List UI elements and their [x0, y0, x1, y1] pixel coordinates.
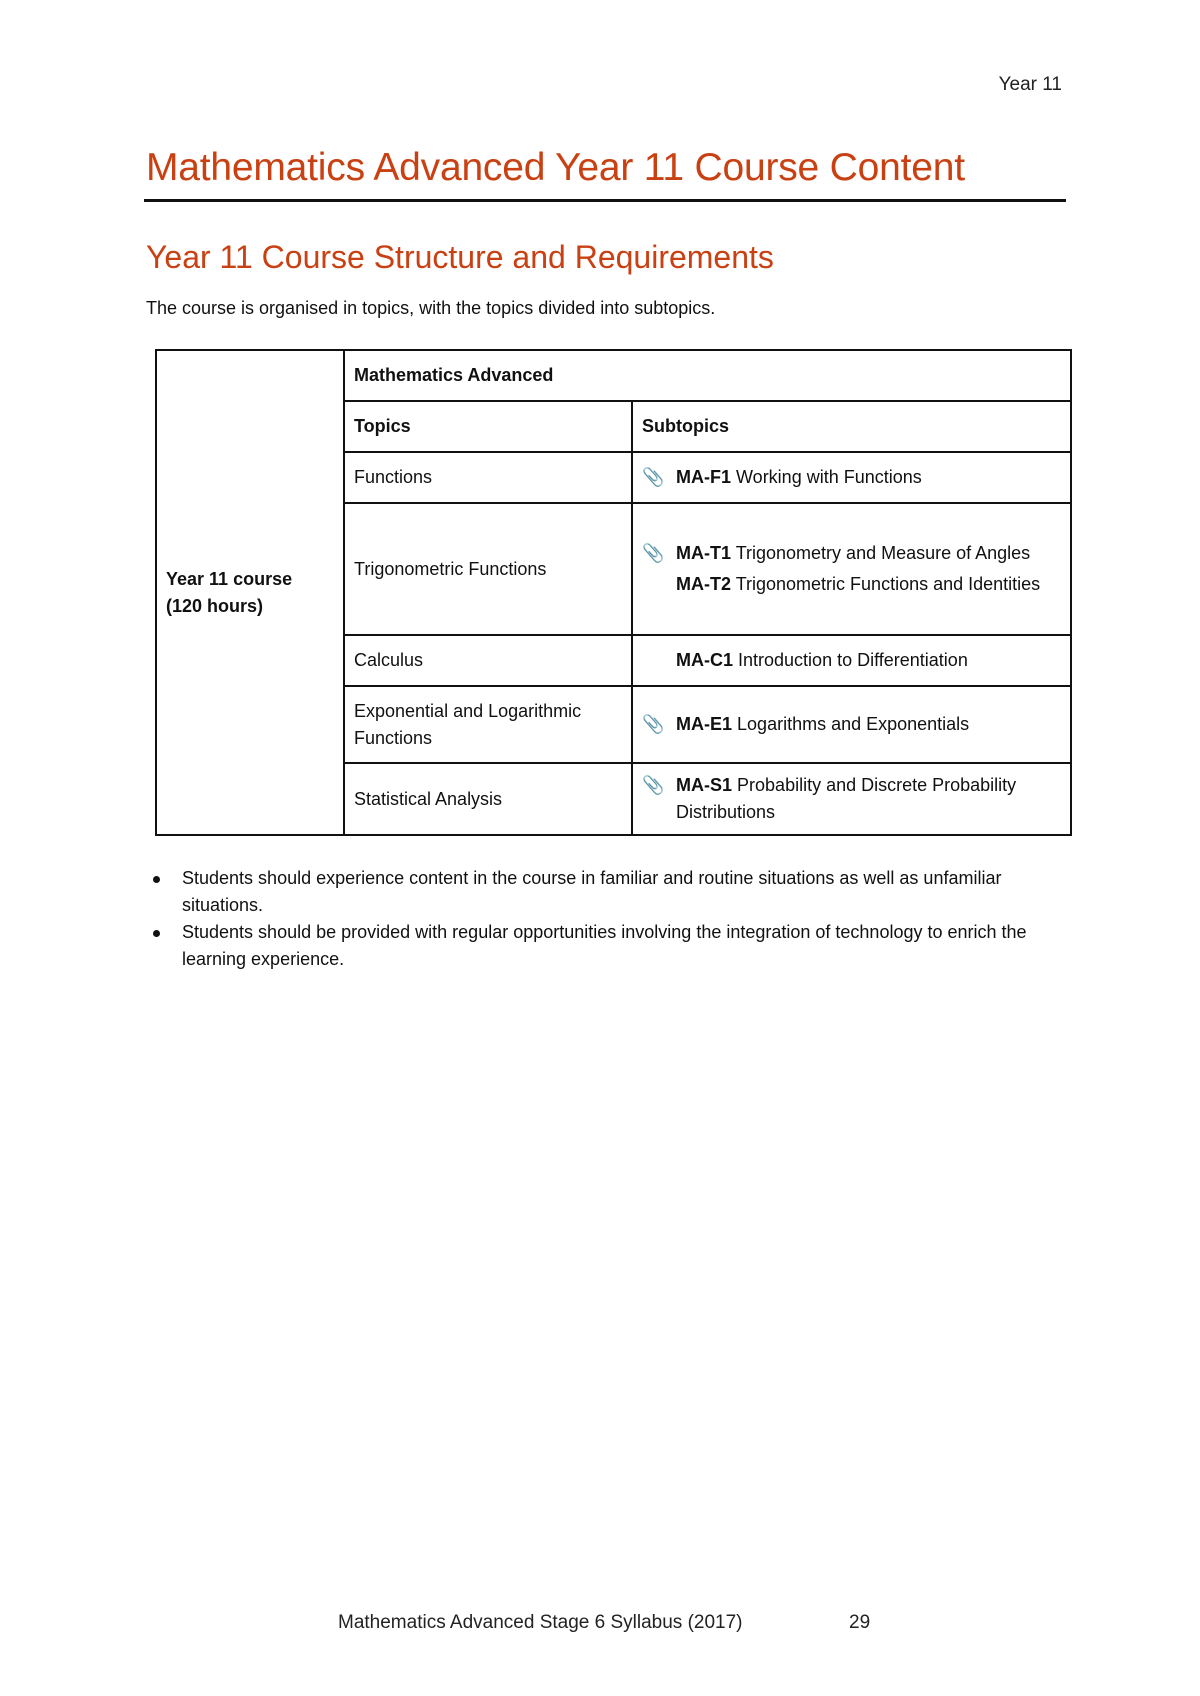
- unit-icon: 📎: [642, 714, 665, 735]
- running-head: Year 11: [998, 74, 1062, 95]
- footer-title: Mathematics Advanced Stage 6 Syllabus (2017): [338, 1612, 743, 1633]
- subtopic-code: MA-E1: [676, 714, 733, 734]
- topic-cell: Calculus: [344, 635, 632, 686]
- topic-cell: Trigonometric Functions: [344, 503, 632, 635]
- subtopic-cell: [632, 763, 1071, 835]
- title-rule: [144, 199, 1066, 202]
- subtopic-cell: [632, 686, 1071, 763]
- topic-cell: Functions: [344, 452, 632, 503]
- subtopic-cell: [632, 503, 1071, 635]
- list-item: Students should experience content in the course in familiar and routine situations as well as unfamiliar situations.: [146, 865, 1066, 919]
- subtopic-code: MA-T2: [676, 574, 731, 594]
- section-heading: Year 11 Course Structure and Requirements: [146, 239, 774, 275]
- subtopic-title: Working with Functions: [736, 467, 922, 487]
- unit-icon: 📎: [642, 467, 665, 488]
- unit-icon: 📎: [642, 543, 665, 564]
- subtopic-code: MA-T1: [676, 543, 731, 563]
- subtopic-title: Trigonometry and Measure of Angles: [735, 543, 1031, 563]
- page-number: 29: [849, 1612, 871, 1633]
- page-title: Mathematics Advanced Year 11 Course Content: [146, 146, 965, 189]
- subtopic-title: Logarithms and Exponentials: [737, 714, 970, 734]
- course-label-line2: (120 hours): [166, 595, 264, 616]
- topic-cell: Statistical Analysis: [344, 763, 632, 835]
- course-label-line1: Year 11 course: [166, 568, 293, 589]
- subtopic-cell: [632, 635, 1071, 686]
- subtopic-title: Trigonometric Functions and Identities: [735, 574, 1041, 594]
- subtopic-code: MA-F1: [676, 467, 731, 487]
- bullet-icon: [153, 930, 160, 937]
- subtopic-code: MA-C1: [676, 650, 733, 670]
- intro-text: The course is organised in topics, with the topics divided into subtopics.: [146, 298, 716, 318]
- subtopic-code: MA-S1: [676, 775, 733, 795]
- course-structure-table: [155, 349, 1072, 836]
- subtopic-title: Introduction to Differentiation: [738, 650, 968, 670]
- topics-header: Topics: [344, 401, 632, 452]
- course-title-cell: Mathematics Advanced: [344, 350, 1071, 401]
- bullet-icon: [153, 876, 160, 883]
- subtopic-cell: [632, 452, 1071, 503]
- topic-cell: Exponential and Logarithmic Functions: [344, 686, 632, 763]
- unit-icon: 📎: [642, 775, 665, 796]
- course-label-cell: [156, 350, 344, 835]
- list-item: Students should be provided with regular opportunities involving the integration of technology to enrich the learning experience.: [146, 919, 1066, 973]
- subtopics-header: Subtopics: [632, 401, 1071, 452]
- notes-list: [146, 865, 1066, 973]
- subtopic-title: Probability and Discrete Probability Distributions: [676, 775, 1017, 822]
